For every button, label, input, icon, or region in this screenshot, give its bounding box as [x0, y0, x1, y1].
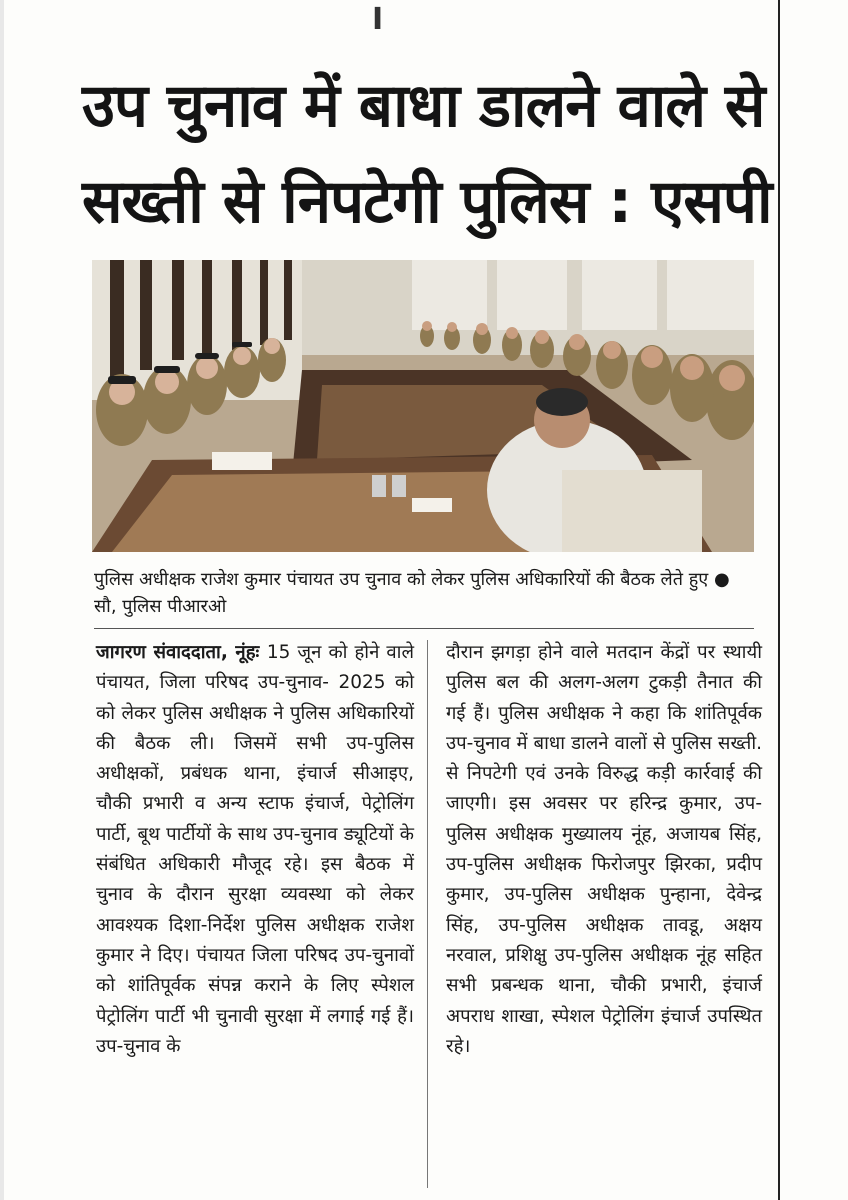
meeting-photo: [92, 260, 754, 552]
headline-line-2: सख्ती से निपटेगी पुलिस : एसपी: [82, 167, 772, 237]
headline: [82, 58, 772, 250]
caption-rule: [94, 628, 754, 629]
photo-caption: [94, 566, 754, 620]
byline: जागरण संवाददाता, नूंहः: [96, 642, 267, 663]
article-text-left: 15 जून को होने वाले पंचायत, जिला परिषद उप-चुनाव- 2025 को को लेकर पुलिस अधीक्षक ने पुलिस अधिकारियों की बैठक ली। जिसमें सभी उप-पुलिस अधीक्षकों, प्रबंधक थाना, इंचार्ज सीआइए, चौकी प्रभारी व अन्य स्टाफ इंचार्ज, पेट्रोलिंग पार्टी, बूथ पार्टीयों के साथ उप-चुनाव ड्यूटियों के संबंधित अधिकारी मौजूद रहे। इस बैठक में चुनाव के दौरान सुरक्षा व्यवस्था को लेकर आवश्यक दिशा-निर्देश पुलिस अधीक्षक राजेश कुमार ने दिए। पंचायत जिला परिषद उप-चुनावों को शांतिपूर्वक संपन्न कराने के लिए स्पेशल पेट्रोलिंग पार्टी भी चुनावी सुरक्षा में लगाई गई हैं। उप-चुनाव के: [96, 642, 415, 1057]
article-column-right: [446, 638, 762, 1062]
column-divider: [427, 640, 428, 1188]
page-marker: I: [372, 2, 384, 37]
article-column-left: [96, 638, 414, 1062]
right-border: [778, 0, 780, 1200]
left-edge: [0, 0, 4, 1200]
headline-line-1: उप चुनाव में बाधा डालने वाले से: [82, 71, 765, 141]
caption-credit: सौ, पुलिस पीआरओ: [94, 596, 227, 617]
article-text-right: दौरान झगड़ा होने वाले मतदान केंद्रों पर स्थायी पुलिस बल की अलग-अलग टुकड़ी तैनात की गई हैं। पुलिस अधीक्षक ने कहा कि शांतिपूर्वक उप-चुनाव में बाधा डालने वालों से पुलिस सख्ती. से निपटेगी एवं उनके विरुद्ध कड़ी कार्रवाई की जाएगी। इस अवसर पर हरिन्द्र कुमार, उप-पुलिस अधीक्षक मुख्यालय नूंह, अजायब सिंह, उप-पुलिस अधीक्षक फिरोजपुर झिरका, प्रदीप कुमार, उप-पुलिस अधीक्षक पुन्हाना, देवेन्द्र सिंह, उप-पुलिस अधीक्षक तावडू, अक्षय नरवाल, प्रशिक्षु उप-पुलिस अधीक्षक नूंह सहित सभी प्रबन्धक थाना, चौकी प्रभारी, इंचार्ज अपराध शाखा, स्पेशल पेट्रोलिंग इंचार्ज उपस्थित रहे।: [446, 642, 762, 1057]
meeting-photo-illustration: [92, 260, 754, 552]
bullet-icon: ●: [714, 569, 730, 590]
caption-text: पुलिस अधीक्षक राजेश कुमार पंचायत उप चुनाव को लेकर पुलिस अधिकारियों की बैठक लेते हुए: [94, 569, 709, 590]
